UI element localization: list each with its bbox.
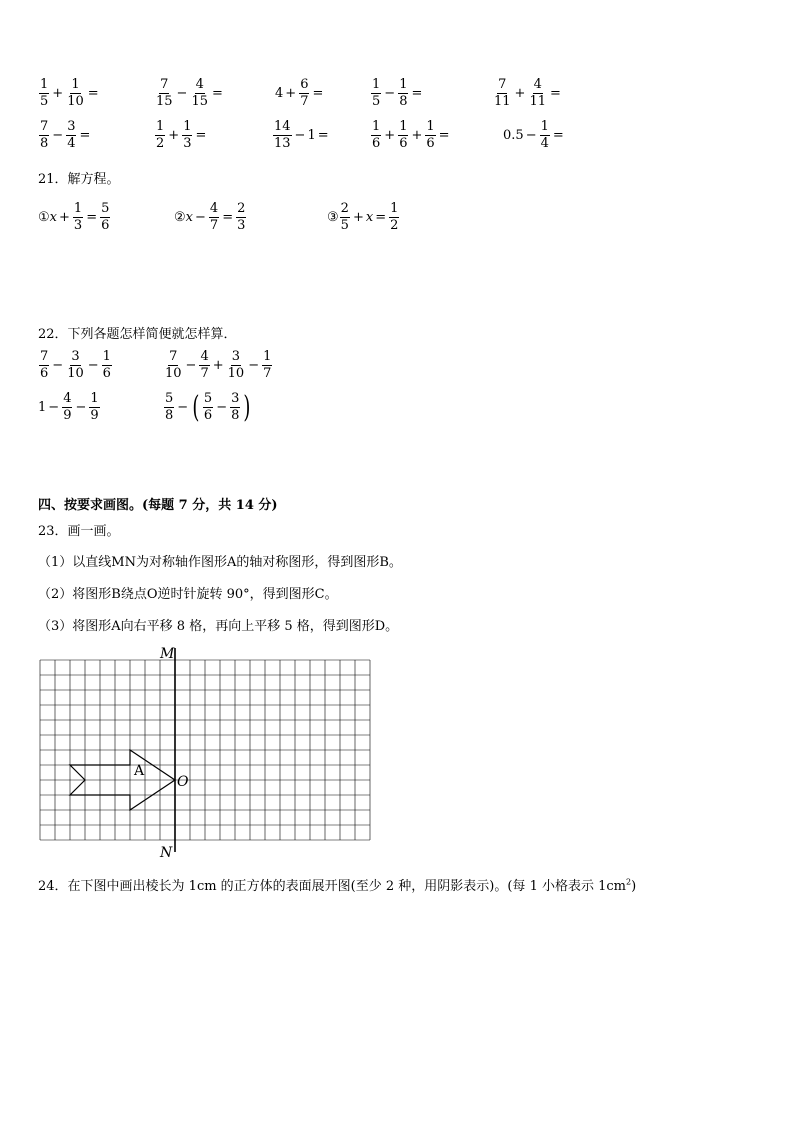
fraction	[155, 78, 174, 110]
calc-row2-item-0	[38, 120, 92, 152]
term: ③	[327, 210, 339, 226]
term: 1	[38, 400, 47, 416]
denominator: 3	[237, 218, 246, 234]
operator: −	[185, 358, 197, 374]
denominator: 8	[40, 136, 49, 152]
denominator: 8	[399, 94, 408, 110]
operator: −	[176, 86, 188, 102]
fraction	[190, 78, 209, 110]
denominator: 9	[90, 408, 99, 424]
fraction	[164, 392, 174, 424]
operator: +	[285, 86, 297, 102]
numerator: 3	[230, 392, 240, 408]
q24-tail: )	[631, 879, 637, 894]
operator: +	[59, 210, 70, 226]
fraction	[100, 202, 110, 234]
denominator: 7	[263, 366, 272, 382]
calc-row2-item-2	[272, 120, 331, 152]
fraction	[398, 78, 408, 110]
operator: −	[52, 358, 64, 374]
q22-expr-2	[163, 350, 273, 382]
grid-lines	[40, 660, 370, 840]
fraction	[209, 202, 219, 234]
calc-row1-item-3	[370, 78, 424, 110]
fraction	[540, 120, 550, 152]
operator: −	[195, 210, 206, 226]
denominator: 3	[183, 136, 192, 152]
numerator: 1	[73, 202, 83, 218]
operator: =	[411, 86, 423, 102]
denominator: 6	[203, 408, 213, 424]
numerator: 4	[199, 350, 209, 366]
denominator: 11	[494, 94, 511, 110]
operator: =	[550, 86, 561, 102]
q23-item-2: （2）将图形B绕点O逆时针旋转 90°，得到图形C。	[38, 587, 338, 602]
q23-title: 23．画一画。	[38, 524, 120, 539]
fraction	[528, 78, 547, 110]
operator: =	[552, 128, 564, 144]
operator: −	[48, 400, 60, 416]
calc-row1-item-0	[38, 78, 101, 110]
numerator: 4	[533, 78, 543, 94]
q22-title: 22．下列各题怎样简便就怎样算．	[38, 327, 237, 342]
fraction	[199, 350, 209, 382]
fraction	[236, 202, 246, 234]
fraction	[493, 78, 512, 110]
fraction	[398, 120, 408, 152]
denominator: 15	[156, 94, 173, 110]
numerator: 1	[155, 120, 165, 136]
operator: +	[168, 128, 180, 144]
denominator: 6	[399, 136, 408, 152]
calc-row2-item-3	[370, 120, 452, 152]
operator: −	[52, 128, 64, 144]
fraction	[66, 78, 85, 110]
operator: =	[375, 210, 387, 226]
fraction	[73, 202, 83, 234]
denominator: 6	[102, 366, 111, 382]
operator: −	[248, 358, 260, 374]
fraction	[182, 120, 192, 152]
numerator: 5	[203, 392, 213, 408]
denominator: 4	[540, 136, 549, 152]
operator: =	[86, 210, 98, 226]
operator: =	[222, 210, 234, 226]
operator: =	[438, 128, 450, 144]
fraction	[39, 120, 49, 152]
numerator: 1	[398, 78, 408, 94]
denominator: 10	[165, 366, 182, 382]
denominator: 8	[231, 408, 240, 424]
fraction	[299, 78, 309, 110]
numerator: 7	[39, 350, 49, 366]
denominator: 3	[73, 218, 83, 234]
q22-expr-3	[38, 392, 101, 424]
denominator: 10	[67, 94, 84, 110]
denominator: 2	[390, 218, 399, 234]
numerator: 1	[540, 120, 550, 136]
fraction	[62, 392, 72, 424]
label-m: M	[160, 646, 175, 662]
denominator: 7	[200, 366, 209, 382]
variable: x	[49, 210, 57, 226]
label-a: A	[134, 763, 145, 779]
q21-equation-1	[38, 202, 111, 234]
term: 0.5	[503, 128, 524, 144]
denominator: 6	[426, 136, 435, 152]
operator: −	[75, 400, 87, 416]
denominator: 10	[227, 366, 245, 382]
denominator: 5	[372, 94, 381, 110]
denominator: 6	[101, 218, 110, 234]
denominator: 11	[529, 94, 546, 110]
numerator: 5	[164, 392, 174, 408]
fraction	[425, 120, 435, 152]
numerator: 1	[389, 202, 399, 218]
numerator: 1	[102, 350, 112, 366]
fraction	[371, 78, 381, 110]
operator: +	[52, 86, 64, 102]
numerator: 1	[425, 120, 435, 136]
operator: −	[87, 358, 99, 374]
numerator: 2	[236, 202, 246, 218]
denominator: 13	[274, 136, 291, 152]
denominator: 4	[67, 136, 76, 152]
operator: −	[384, 86, 396, 102]
operator: =	[312, 86, 324, 102]
fraction	[371, 120, 381, 152]
calc-row1-item-4	[492, 78, 563, 110]
numerator: 4	[62, 392, 72, 408]
denominator: 15	[191, 94, 208, 110]
parenthesis: (	[192, 389, 200, 425]
fraction	[230, 392, 240, 424]
numerator: 1	[39, 78, 49, 94]
label-o: O	[177, 774, 189, 790]
calc-row2-item-4	[503, 120, 566, 152]
fraction	[340, 202, 350, 234]
term: ①	[38, 210, 50, 226]
denominator: 8	[165, 408, 174, 424]
label-n: N	[160, 845, 173, 861]
numerator: 1	[371, 78, 381, 94]
numerator: 1	[398, 120, 408, 136]
q24-superscript: 2	[625, 877, 632, 887]
operator: −	[216, 400, 228, 416]
calc-row2-item-1	[154, 120, 208, 152]
operator: +	[411, 128, 423, 144]
grid-figure	[30, 640, 390, 865]
section4-title: 四、按要求画图。(每题 7 分，共 14 分)	[38, 498, 278, 513]
q21-equation-3	[327, 202, 400, 234]
calc-row1-item-2	[275, 78, 325, 110]
operator: =	[87, 86, 99, 102]
denominator: 5	[40, 94, 49, 110]
operator: =	[212, 86, 223, 102]
q23-item-1: （1）以直线MN为对称轴作图形A的轴对称图形，得到图形B。	[38, 555, 402, 570]
term: 1	[307, 128, 316, 144]
denominator: 10	[67, 366, 84, 382]
operator: =	[79, 128, 91, 144]
fraction	[89, 392, 99, 424]
term: ②	[174, 210, 186, 226]
denominator: 7	[300, 94, 309, 110]
numerator: 1	[262, 350, 272, 366]
q24-text	[38, 875, 636, 894]
numerator: 4	[195, 78, 205, 94]
numerator: 7	[159, 78, 169, 94]
numerator: 3	[66, 120, 76, 136]
operator: +	[384, 128, 396, 144]
denominator: 6	[372, 136, 381, 152]
fraction	[66, 120, 76, 152]
parenthesis: )	[243, 389, 251, 425]
operator: +	[212, 358, 224, 374]
q21-equation-2	[174, 202, 247, 234]
numerator: 1	[89, 392, 99, 408]
operator: −	[294, 128, 306, 144]
operator: +	[352, 210, 364, 226]
q22-expr-4	[163, 389, 253, 425]
numerator: 1	[182, 120, 192, 136]
q23-item-3: （3）将图形A向右平移 8 格，再向上平移 5 格，得到图形D。	[38, 619, 399, 634]
numerator: 2	[340, 202, 350, 218]
fraction	[155, 120, 165, 152]
numerator: 6	[299, 78, 309, 94]
q22-expr-1	[38, 350, 113, 382]
variable: x	[365, 210, 374, 226]
numerator: 5	[100, 202, 110, 218]
numerator: 14	[273, 120, 292, 136]
fraction	[227, 350, 246, 382]
term: 4	[275, 86, 284, 102]
operator: −	[525, 128, 537, 144]
fraction	[164, 350, 183, 382]
denominator: 9	[63, 408, 72, 424]
operator: −	[177, 400, 189, 416]
calc-row1-item-1	[154, 78, 225, 110]
numerator: 1	[371, 120, 381, 136]
q24-main: 24．在下图中画出棱长为 1cm 的正方体的表面展开图(至少 2 种，用阴影表示)。(每 1 小格表示 1cm	[38, 879, 626, 894]
denominator: 5	[340, 218, 349, 234]
fraction	[39, 78, 49, 110]
denominator: 6	[40, 366, 49, 382]
numerator: 3	[70, 350, 80, 366]
fraction	[39, 350, 49, 382]
numerator: 7	[39, 120, 49, 136]
numerator: 4	[209, 202, 219, 218]
q21-title: 21．解方程。	[38, 172, 120, 187]
fraction	[389, 202, 399, 234]
numerator: 3	[231, 350, 241, 366]
denominator: 2	[156, 136, 165, 152]
numerator: 1	[70, 78, 80, 94]
fraction	[102, 350, 112, 382]
fraction	[66, 350, 85, 382]
denominator: 7	[209, 218, 219, 234]
fraction	[262, 350, 272, 382]
fraction	[203, 392, 213, 424]
operator: +	[514, 86, 526, 102]
operator: =	[317, 128, 329, 144]
numerator: 7	[168, 350, 178, 366]
variable: x	[185, 210, 193, 226]
fraction	[273, 120, 292, 152]
numerator: 7	[497, 78, 507, 94]
operator: =	[195, 128, 207, 144]
